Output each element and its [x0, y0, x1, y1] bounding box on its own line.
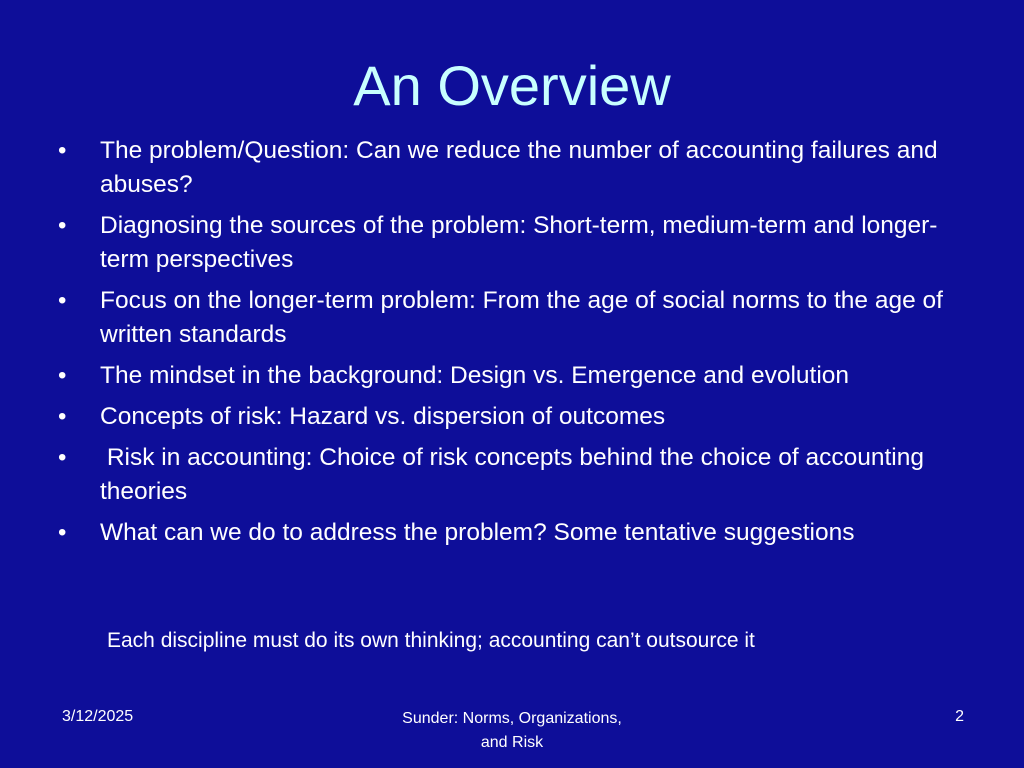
bullet-text: Diagnosing the sources of the problem: Short-term, medium-term and longer-term perspectives: [100, 212, 938, 273]
bullet-text: Concepts of risk: Hazard vs. dispersion of outcomes: [100, 403, 666, 430]
slide-title: An Overview: [353, 54, 671, 117]
bullet-text: Focus on the longer-term problem: From the age of social norms to the age of written standards: [100, 287, 943, 348]
footer-title-line-2: and Risk: [480, 734, 544, 751]
footer-title-line-1: Sunder: Norms, Organizations,: [402, 710, 622, 727]
bullet-marker: •: [58, 444, 67, 471]
bullet-marker: •: [58, 362, 67, 389]
bullet-text: What can we do to address the problem? Some tentative suggestions: [100, 519, 855, 546]
bullet-marker: •: [58, 212, 67, 239]
bullet-item: [58, 134, 968, 202]
bullet-item: [58, 284, 968, 352]
footer-date: 3/12/2025: [62, 708, 134, 725]
bullet-marker: •: [58, 519, 67, 546]
bullet-list: [58, 134, 968, 557]
bullet-marker: •: [58, 137, 67, 164]
bullet-item: [58, 400, 968, 434]
bullet-item: [58, 516, 968, 550]
bullet-item: [58, 209, 968, 277]
bullet-text: The problem/Question: Can we reduce the number of accounting failures and abuses?: [100, 137, 938, 198]
bullet-item: [58, 359, 968, 393]
bullet-text: The mindset in the background: Design vs. Emergence and evolution: [100, 362, 850, 389]
bullet-item: [58, 441, 968, 509]
sub-item-text: Each discipline must do its own thinking; accounting can’t outsource it: [107, 629, 755, 652]
footer-title: [352, 707, 672, 755]
bullet-marker: •: [58, 287, 67, 314]
bullet-text: Risk in accounting: Choice of risk concepts behind the choice of accounting theories: [100, 444, 931, 505]
bullet-marker: •: [58, 403, 67, 430]
page-number: 2: [955, 708, 964, 725]
